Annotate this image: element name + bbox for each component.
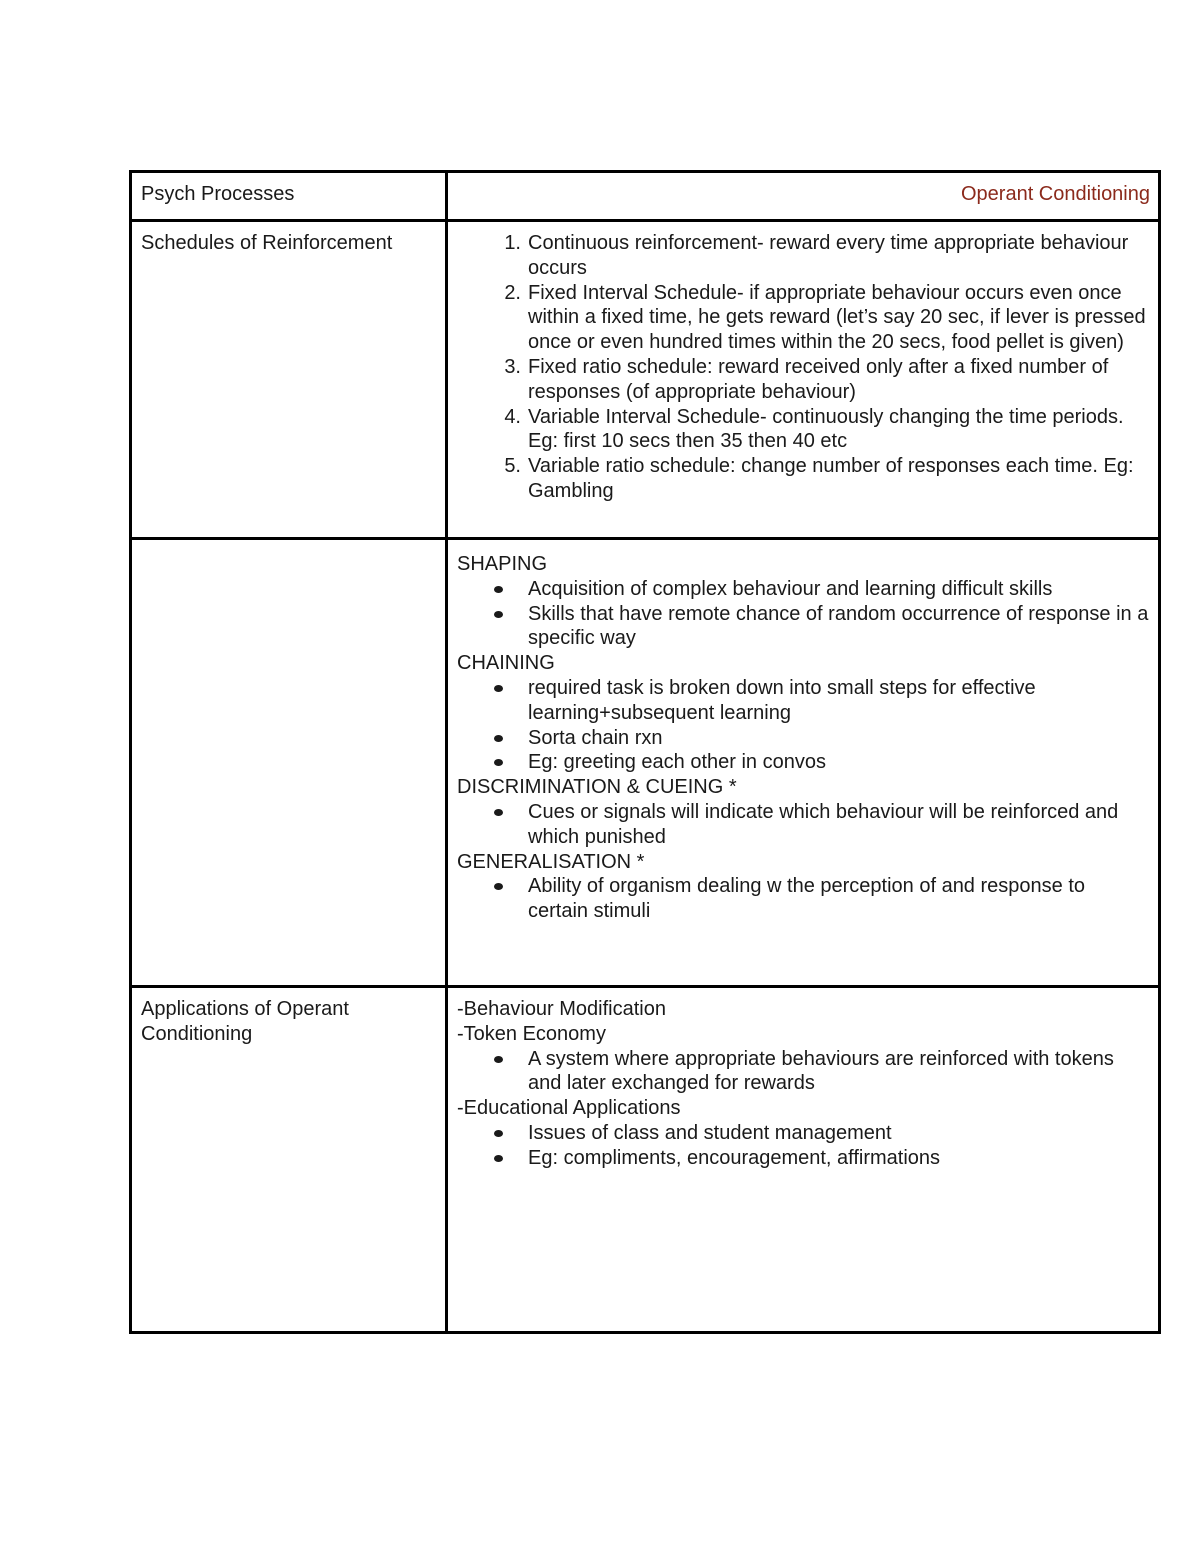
list-item-text: Continuous reinforcement- reward every time appropriate behaviour occurs [528, 232, 1129, 279]
list-item-text: required task is broken down into small steps for effective learning+subsequent learning [528, 676, 1036, 724]
list-number: 2. [504, 281, 521, 304]
section-heading-behaviour-modification: -Behaviour Modification [457, 998, 666, 1020]
list-item [457, 1121, 1150, 1146]
applications-content-cell [447, 987, 1160, 1333]
section-heading-educational-applications: -Educational Applications [457, 1097, 681, 1120]
list-item-text: Sorta chain rxn [528, 726, 663, 749]
bullet-list-educational-applications [457, 1121, 1150, 1171]
bullet-icon [494, 611, 503, 618]
header-left-cell [131, 172, 447, 221]
bullet-icon [494, 759, 503, 766]
list-item [457, 231, 1150, 281]
table-row-shaping [131, 539, 1160, 987]
list-item-text: Eg: greeting each other in convos [528, 751, 826, 774]
schedules-content-cell [447, 221, 1160, 539]
bullet-list-discrimination [457, 800, 1150, 850]
list-item [457, 405, 1150, 455]
applications-title: Applications of Operant Conditioning [141, 998, 349, 1045]
list-number: 5. [504, 455, 521, 478]
shaping-content-cell [447, 539, 1160, 987]
list-item-text: Skills that have remote chance of random occurrence of response in a specific way [528, 602, 1149, 650]
bullet-list-token-economy [457, 1047, 1150, 1097]
bullet-icon [494, 685, 503, 692]
list-number: 3. [504, 355, 521, 378]
section-heading-shaping: SHAPING [457, 553, 548, 575]
shaping-title-cell [131, 539, 447, 987]
list-item-text: Cues or signals will indicate which behaviour will be reinforced and which punished [528, 800, 1119, 848]
list-item [457, 1146, 1150, 1171]
header-right-text: Operant Conditioning [960, 183, 1150, 205]
list-item-text: Variable Interval Schedule- continuously changing the time periods. Eg: first 10 secs then 35 then 40 etc [528, 405, 1124, 453]
list-item-text: Issues of class and student management [528, 1121, 892, 1144]
list-item [457, 750, 1150, 775]
list-item [457, 800, 1150, 850]
bullet-icon [494, 586, 503, 593]
list-item [457, 726, 1150, 751]
bullet-icon [494, 1155, 503, 1162]
bullet-icon [494, 735, 503, 742]
list-item [457, 577, 1150, 602]
bullet-icon [494, 1130, 503, 1137]
list-item [457, 454, 1150, 504]
schedules-title: Schedules of Reinforcement [141, 232, 393, 254]
section-heading-chaining: CHAINING [457, 652, 555, 675]
applications-title-cell [131, 987, 447, 1333]
schedules-list [457, 231, 1150, 504]
list-item-text: Fixed ratio schedule: reward received only after a fixed number of responses (of appropriate behaviour) [528, 355, 1109, 403]
list-item-text: Ability of organism dealing w the perception of and response to certain stimuli [528, 875, 1086, 923]
list-item-text: Eg: compliments, encouragement, affirmations [528, 1146, 941, 1169]
bullet-icon [494, 809, 503, 816]
list-item-text: Variable ratio schedule: change number of responses each time. Eg: Gambling [528, 455, 1134, 502]
header-right-cell [447, 172, 1160, 221]
bullet-icon [494, 1056, 503, 1063]
list-number: 4. [504, 405, 521, 428]
bullet-icon [494, 883, 503, 890]
table-row-applications [131, 987, 1160, 1333]
table-row-header [131, 172, 1160, 221]
bullet-list-chaining [457, 676, 1150, 775]
table-row-schedules [131, 221, 1160, 539]
header-left-text: Psych Processes [141, 183, 295, 205]
section-heading-generalisation: GENERALISATION * [457, 850, 645, 873]
list-item [457, 676, 1150, 726]
bullet-list-shaping [457, 577, 1150, 651]
list-number: 1. [504, 232, 521, 254]
list-item-text: Acquisition of complex behaviour and learning difficult skills [528, 577, 1053, 600]
bullet-list-generalisation [457, 874, 1150, 924]
list-item [457, 281, 1150, 355]
notes-table [129, 170, 1161, 1334]
list-item [457, 1047, 1150, 1097]
section-heading-discrimination: DISCRIMINATION & CUEING * [457, 776, 737, 799]
list-item-text: Fixed Interval Schedule- if appropriate behaviour occurs even once within a fixed time, he gets reward (let’s say 20 sec, if lever is pressed once or even hundred times within the 20 secs, food pellet is given) [528, 281, 1146, 354]
schedules-title-cell [131, 221, 447, 539]
list-item [457, 355, 1150, 405]
list-item [457, 602, 1150, 652]
list-item-text: A system where appropriate behaviours are reinforced with tokens and later exchanged for rewards [528, 1047, 1114, 1095]
section-heading-token-economy: -Token Economy [457, 1022, 606, 1045]
list-item [457, 874, 1150, 924]
